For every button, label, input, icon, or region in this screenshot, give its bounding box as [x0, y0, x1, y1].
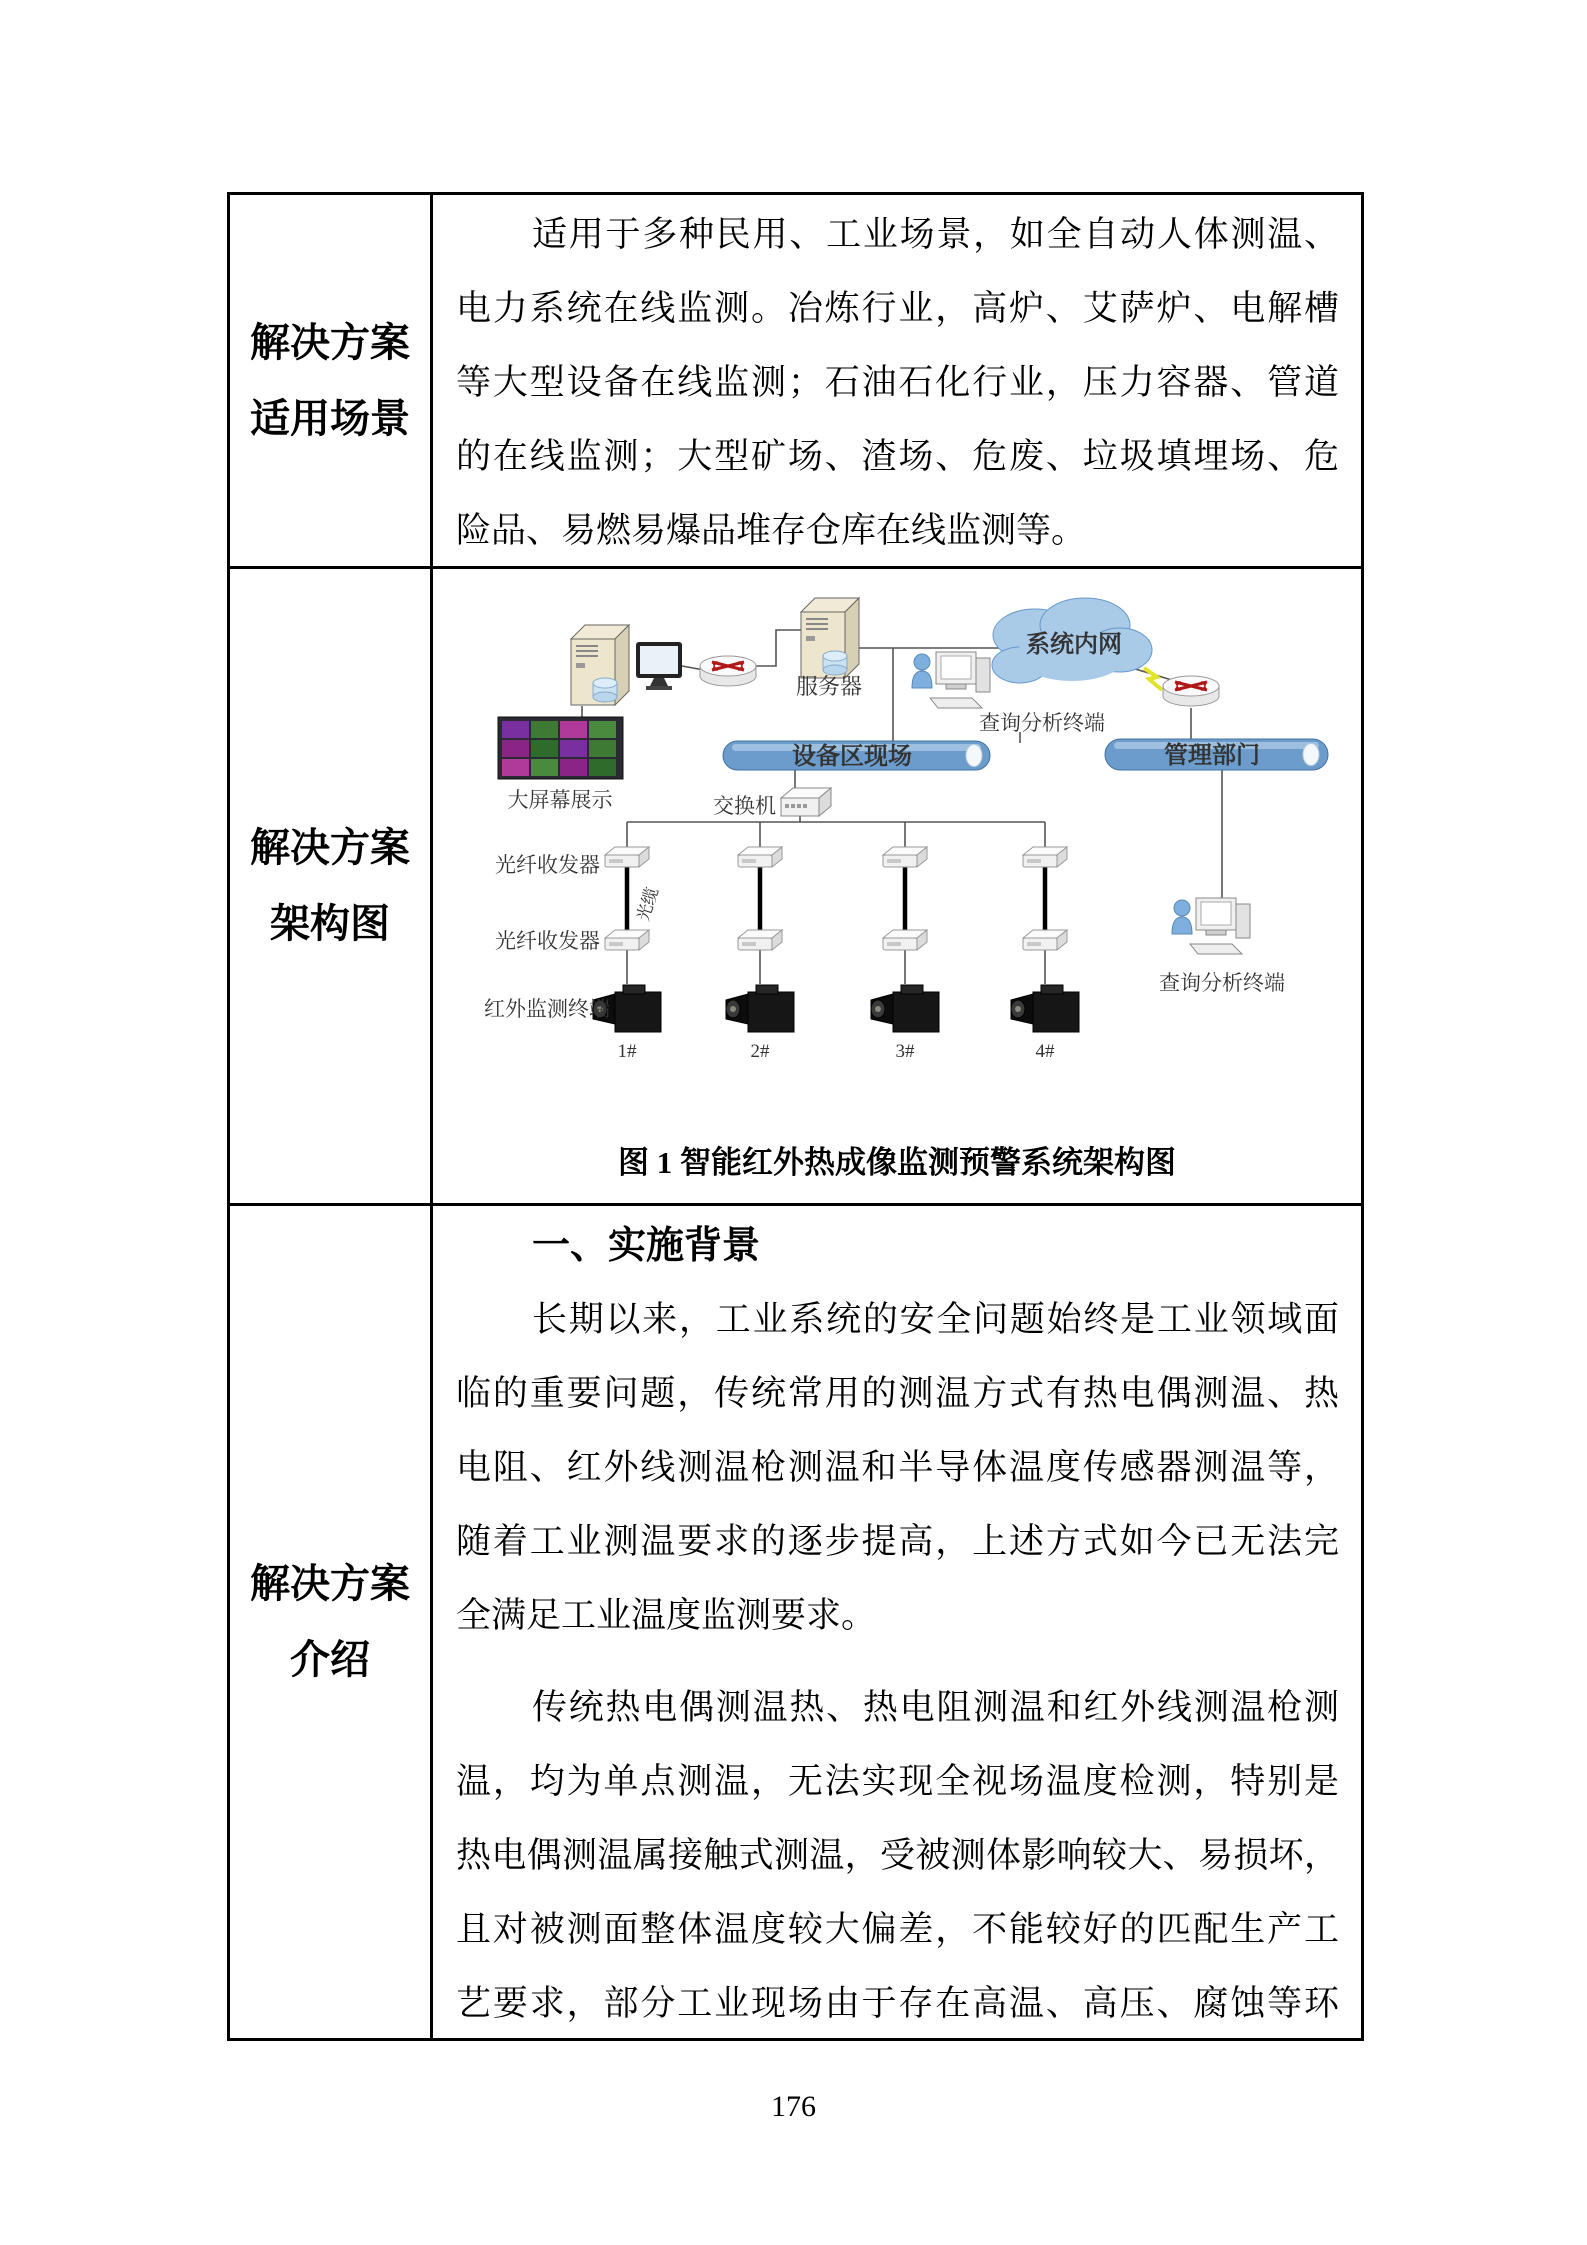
fiber-cable-label: 光缆: [633, 885, 663, 924]
body-line: 艺要求，部分工业现场由于存在高温、高压、腐蚀等环: [456, 1984, 1339, 2023]
query-terminal-label: 查询分析终端: [979, 711, 1105, 735]
row-header-line: 适用场景: [250, 395, 410, 441]
fiber-transceiver-icon: [738, 847, 782, 867]
big-screen-label: 大屏幕展示: [507, 788, 613, 812]
fiber-transceiver-icon: [605, 847, 649, 867]
body-line: 长期以来，工业系统的安全问题始终是工业领域面: [532, 1300, 1339, 1339]
query-terminal-icon: [912, 652, 990, 708]
row-header-architecture: [230, 569, 433, 1203]
fiber-transceiver-icon: [738, 930, 782, 950]
body-line: 随着工业测温要求的逐步提高，上述方式如今已无法完: [456, 1522, 1339, 1561]
table-row-scenarios: [230, 195, 1361, 569]
body-line: 电阻、红外线测温枪测温和半导体温度传感器测温等，: [456, 1448, 1339, 1487]
switch-icon: [781, 788, 831, 816]
router-icon: [700, 656, 756, 686]
row-header-scenarios: [230, 195, 433, 566]
row-header-line: 架构图: [270, 901, 390, 946]
query-terminal2-label: 查询分析终端: [1159, 971, 1285, 995]
body-line: 全满足工业温度监测要求。: [456, 1596, 877, 1635]
camera-id-label: 3#: [895, 1041, 915, 1062]
table-row-introduction: [230, 1206, 1361, 2038]
ir-terminal-label: 红外监测终端: [484, 997, 610, 1021]
monitor-icon: [636, 642, 682, 690]
intranet-cloud-icon: [992, 598, 1152, 683]
architecture-diagram-cell: [433, 569, 1361, 1203]
row-header-line: 解决方案: [250, 825, 410, 870]
solution-table: [227, 192, 1364, 2041]
fiber-transceiver-label: 光纤收发器: [495, 929, 600, 953]
infrared-camera-icon: [1011, 985, 1079, 1032]
body-line: 电力系统在线监测。冶炼行业，高炉、艾萨炉、电解槽: [456, 289, 1339, 328]
server-icon: [801, 598, 859, 678]
body-line: 热电偶测温属接触式测温，受被测体影响较大、易损坏，: [456, 1836, 1339, 1875]
body-line: 等大型设备在线监测；石油石化行业，压力容器、管道: [456, 363, 1339, 402]
paragraph: [456, 1283, 1339, 1653]
fiber-transceiver-icon: [1023, 930, 1067, 950]
introduction-text-cell: [433, 1206, 1361, 2038]
figure-caption: 图 1 智能红外热成像监测预警系统架构图: [618, 1145, 1176, 1180]
body-line: 险品、易燃易爆品堆存仓库在线监测等。: [456, 511, 1087, 550]
query-terminal2-icon: [1172, 898, 1250, 954]
fiber-transceiver-label: 光纤收发器: [495, 853, 600, 877]
body-line: 临的重要问题，传统常用的测温方式有热电偶测温、热: [456, 1374, 1339, 1413]
row-header-line: 介绍: [290, 1637, 370, 1682]
body-line: 适用于多种民用、工业场景，如全自动人体测温、: [532, 215, 1339, 254]
page-number: 176: [771, 2090, 816, 2123]
fiber-transceiver-icon: [1023, 847, 1067, 867]
infrared-camera-icon: [726, 985, 794, 1032]
device-area-label: 设备区现场: [792, 744, 912, 770]
intranet-label: 系统内网: [1026, 632, 1122, 658]
body-line: 温，均为单点测温，无法实现全视场温度检测，特别是: [456, 1762, 1339, 1801]
paragraph: [456, 1671, 1339, 2041]
row-header-introduction: [230, 1206, 433, 2038]
fiber-transceiver-icon: [883, 930, 927, 950]
fiber-transceiver-icon: [883, 847, 927, 867]
section-heading: 一、实施背景: [532, 1225, 761, 1267]
infrared-camera-icon: [871, 985, 939, 1032]
architecture-diagram: [460, 580, 1340, 1070]
scenarios-text-cell: [433, 195, 1361, 566]
switch-label: 交换机: [713, 794, 776, 818]
management-label: 管理部门: [1164, 743, 1260, 769]
big-screen-icon: [498, 717, 623, 779]
device-area-pipe: [723, 741, 990, 770]
router2-icon: [1163, 676, 1219, 706]
camera-id-label: 4#: [1035, 1041, 1055, 1062]
body-line: 且对被测面整体温度较大偏差，不能较好的匹配生产工: [456, 1910, 1339, 1949]
camera-id-label: 1#: [617, 1041, 637, 1062]
fiber-transceiver-icon: [605, 930, 649, 950]
camera-id-label: 2#: [750, 1041, 770, 1062]
table-row-architecture: [230, 569, 1361, 1206]
lightning-bolt-icon: [1144, 668, 1162, 690]
row-header-line: 解决方案: [250, 1561, 410, 1606]
management-pipe: [1105, 739, 1328, 770]
wire-router-server: [756, 630, 801, 666]
server-label: 服务器: [795, 674, 863, 699]
workstation-server-icon: [571, 625, 629, 705]
body-line: 传统热电偶测温热、热电阻测温和红外线测温枪测: [532, 1688, 1339, 1727]
row-header-line: 解决方案: [250, 319, 410, 365]
body-line: 的在线监测；大型矿场、渣场、危废、垃圾填埋场、危: [456, 437, 1339, 476]
